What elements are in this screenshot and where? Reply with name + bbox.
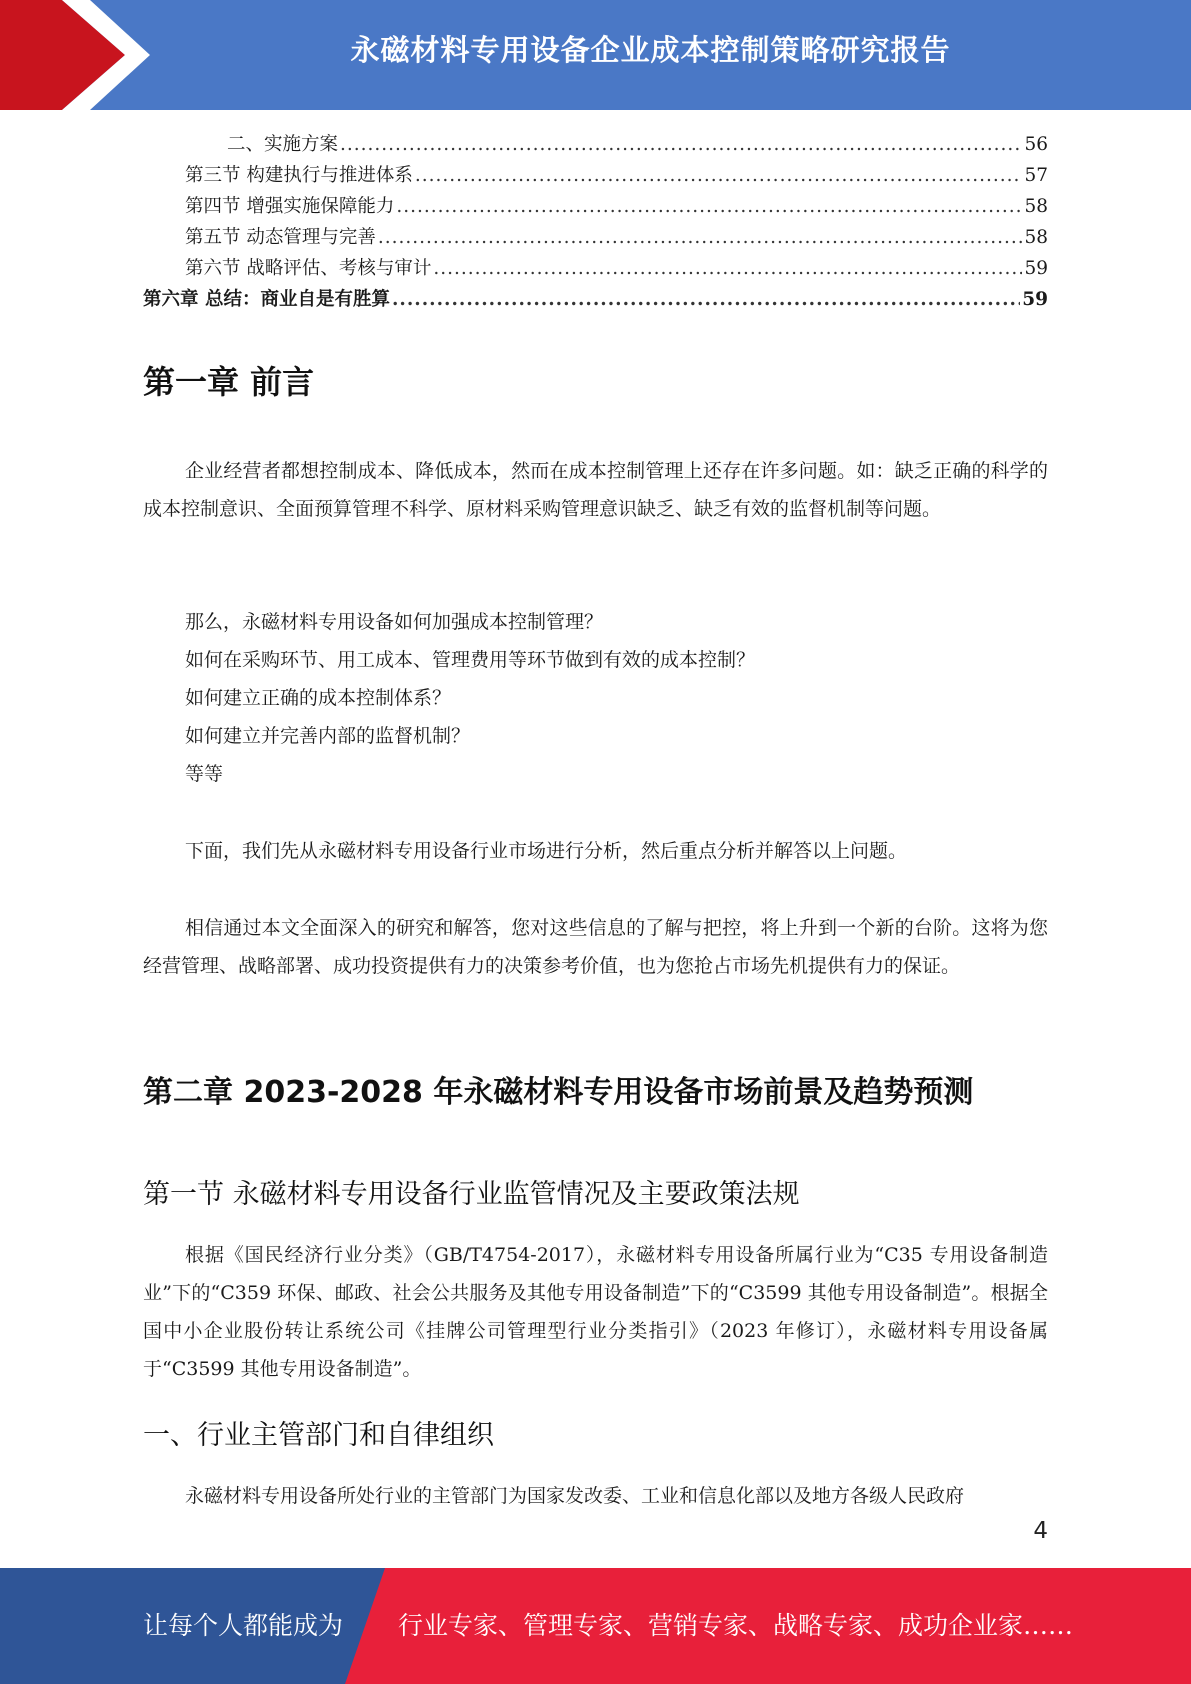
question-item: 那么，永磁材料专用设备如何加强成本控制管理？ <box>185 611 604 633</box>
toc-leader-dots <box>340 134 1022 155</box>
body-paragraph: 企业经营者都想控制成本、降低成本，然而在成本控制管理上还存在许多问题。如：缺乏正确的科学的成本控制意识、全面预算管理不科学、原材料采购管理意识缺乏、缺乏有效的监督机制等问题。 <box>143 460 1048 520</box>
toc-entry-chapter[interactable] <box>143 285 1048 316</box>
question-item: 如何在采购环节、用工成本、管理费用等环节做到有效的成本控制？ <box>185 649 756 671</box>
body-paragraph: 相信通过本文全面深入的研究和解答，您对这些信息的了解与把控，将上升到一个新的台阶。这将为您经营管理、战略部署、成功投资提供有力的决策参考价值，也为您抢占市场先机提供有力的保证。 <box>143 917 1048 977</box>
chapter-heading: 第二章 2023-2028 年永磁材料专用设备市场前景及趋势预测 <box>143 1075 974 1110</box>
toc-entry-page: 59 <box>1024 258 1048 279</box>
toc-entry-title: 第三节 构建执行与推进体系 <box>185 165 413 186</box>
subsection-heading: 一、行业主管部门和自律组织 <box>143 1420 494 1451</box>
toc-entry[interactable] <box>143 161 1048 192</box>
toc-entry-page: 56 <box>1024 134 1048 155</box>
toc-leader-dots <box>415 165 1023 186</box>
report-title: 永磁材料专用设备企业成本控制策略研究报告 <box>350 33 951 67</box>
toc-entry-page: 58 <box>1024 196 1048 217</box>
question-item: 如何建立正确的成本控制体系？ <box>185 687 452 709</box>
footer-slogan-left: 让每个人都能成为 <box>143 1611 344 1640</box>
question-item: 等等 <box>185 763 224 785</box>
toc-entry-title: 二、实施方案 <box>227 134 339 155</box>
toc-entry-title: 第六节 战略评估、考核与审计 <box>185 258 432 279</box>
table-of-contents <box>143 130 1048 316</box>
toc-entry-page: 57 <box>1024 165 1048 186</box>
toc-entry[interactable] <box>143 192 1048 223</box>
header-arrow-graphic <box>0 0 150 110</box>
chapter-heading: 第一章 前言 <box>143 363 315 401</box>
toc-entry[interactable] <box>143 130 1048 161</box>
question-list <box>185 603 755 793</box>
toc-entry-page: 58 <box>1024 227 1048 248</box>
toc-entry[interactable] <box>143 254 1048 285</box>
toc-leader-dots <box>433 258 1022 279</box>
toc-leader-dots <box>396 196 1022 217</box>
body-paragraph: 下面，我们先从永磁材料专用设备行业市场进行分析，然后重点分析并解答以上问题。 <box>185 840 908 862</box>
footer-banner <box>0 1568 1191 1684</box>
footer-slogan-right: 行业专家、管理专家、营销专家、战略专家、成功企业家…… <box>398 1611 1074 1640</box>
toc-leader-dots <box>392 289 1020 310</box>
body-paragraph: 根据《国民经济行业分类》（GB/T4754-2017），永磁材料专用设备所属行业为“C35 专用设备制造业”下的“C359 环保、邮政、社会公共服务及其他专用设备制造”下的“C3599 其他专用设备制造”。根据全国中小企业股份转让系统公司《挂牌公司管理型行业分类指引》（2023 年修订），永磁材料专用设备属于“C3599 其他专用设备制造”。 <box>143 1244 1048 1380</box>
section-heading: 第一节 永磁材料专用设备行业监管情况及主要政策法规 <box>143 1179 800 1210</box>
toc-entry-title: 第六章 总结：商业自是有胜算 <box>143 289 390 310</box>
question-item: 如何建立并完善内部的监督机制？ <box>185 725 471 747</box>
toc-entry-title: 第五节 动态管理与完善 <box>185 227 376 248</box>
page-number: 4 <box>1033 1518 1048 1544</box>
toc-entry-page: 59 <box>1022 289 1048 310</box>
toc-entry-title: 第四节 增强实施保障能力 <box>185 196 395 217</box>
toc-entry[interactable] <box>143 223 1048 254</box>
header-banner <box>0 0 1191 110</box>
body-paragraph: 永磁材料专用设备所处行业的主管部门为国家发改委、工业和信息化部以及地方各级人民政府 <box>185 1485 965 1507</box>
toc-leader-dots <box>378 227 1023 248</box>
